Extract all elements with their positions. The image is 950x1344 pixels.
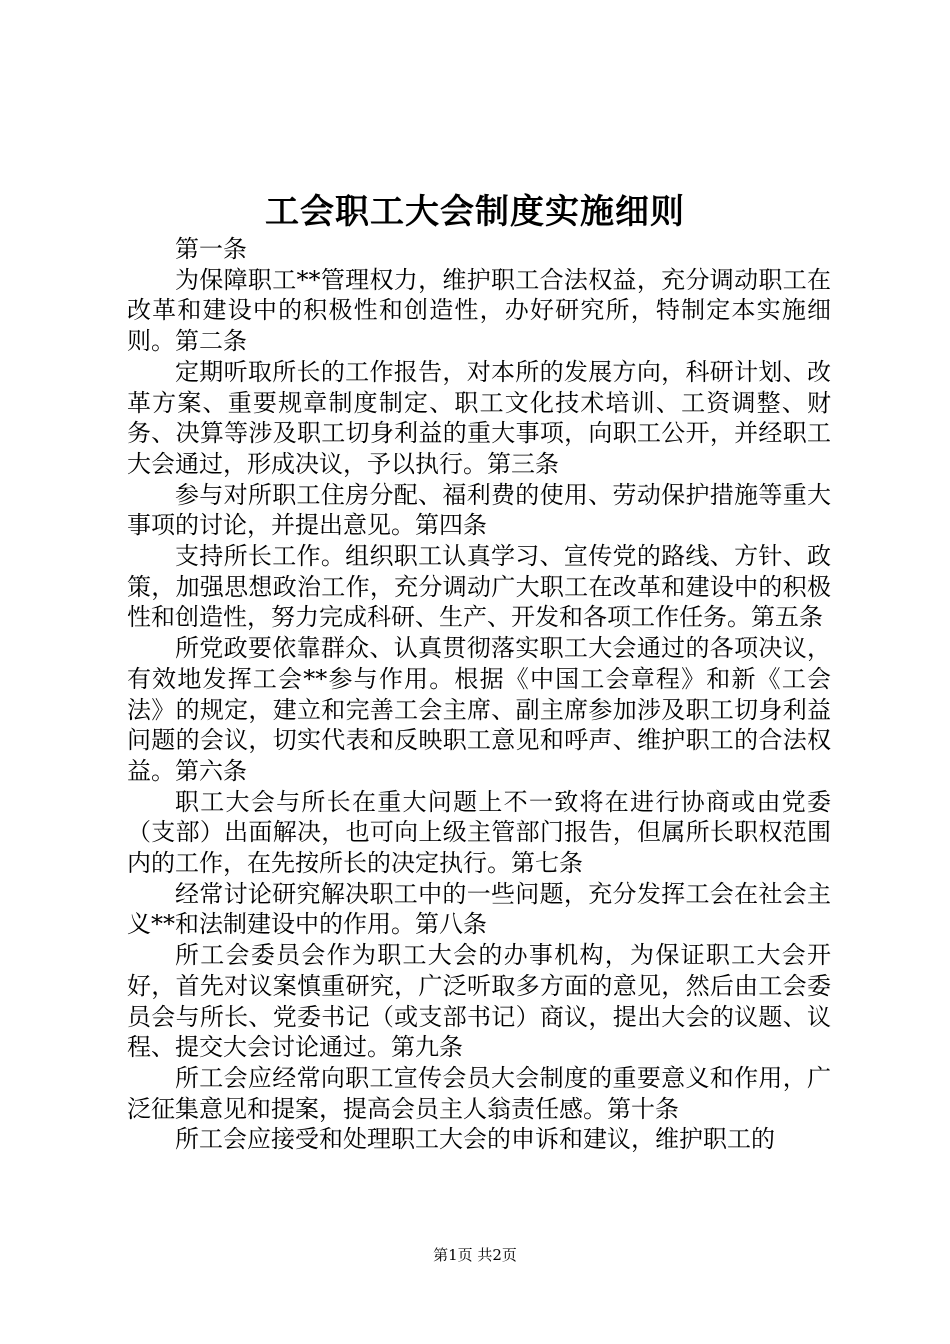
page-footer: 第1页 共2页 — [433, 1246, 517, 1264]
paragraph: 所工会委员会作为职工大会的办事机构，为保证职工大会开好，首先对议案慎重研究，广泛听取多方面的意见，然后由工会委员会与所长、党委书记（或支部书记）商议，提出大会的议题、议程、提交大会讨论通过。第九条 — [127, 941, 831, 1062]
paragraph: 职工大会与所长在重大问题上不一致将在进行协商或由党委（支部）出面解决，也可向上级主管部门报告，但属所长职权范围内的工作，在先按所长的决定执行。第七条 — [127, 787, 831, 878]
paragraph: 经常讨论研究解决职工中的一些问题，充分发挥工会在社会主义**和法制建设中的作用。第八条 — [127, 879, 831, 939]
paragraph: 所党政要依靠群众、认真贯彻落实职工大会通过的各项决议，有效地发挥工会**参与作用。根据《中国工会章程》和新《工会法》的规定，建立和完善工会主席、副主席参加涉及职工切身利益问题的会议，切实代表和反映职工意见和呼声、维护职工的合法权益。第六条 — [127, 634, 831, 785]
paragraph: 所工会应经常向职工宣传会员大会制度的重要意义和作用，广泛征集意见和提案，提高会员主人翁责任感。第十条 — [127, 1063, 831, 1123]
document-title: 工会职工大会制度实施细则 — [265, 192, 685, 232]
document-body — [127, 234, 831, 1155]
paragraph: 支持所长工作。组织职工认真学习、宣传党的路线、方针、政策，加强思想政治工作，充分调动广大职工在改革和建设中的积极性和创造性，努力完成科研、生产、开发和各项工作任务。第五条 — [127, 542, 831, 632]
paragraph: 所工会应接受和处理职工大会的申诉和建议，维护职工的 — [175, 1125, 775, 1154]
paragraph: 定期听取所长的工作报告，对本所的发展方向，科研计划、改革方案、重要规章制度制定、职工文化技术培训、工资调整、财务、决算等涉及职工切身利益的重大事项，向职工公开，并经职工大会通过，形成决议，予以执行。第三条 — [127, 357, 831, 478]
paragraph: 为保障职工**管理权力，维护职工合法权益，充分调动职工在改革和建设中的积极性和创造性，办好研究所，特制定本实施细则。第二条 — [127, 265, 831, 356]
paragraph: 参与对所职工住房分配、福利费的使用、劳动保护措施等重大事项的讨论，并提出意见。第四条 — [127, 480, 831, 540]
paragraph: 第一条 — [175, 235, 247, 263]
